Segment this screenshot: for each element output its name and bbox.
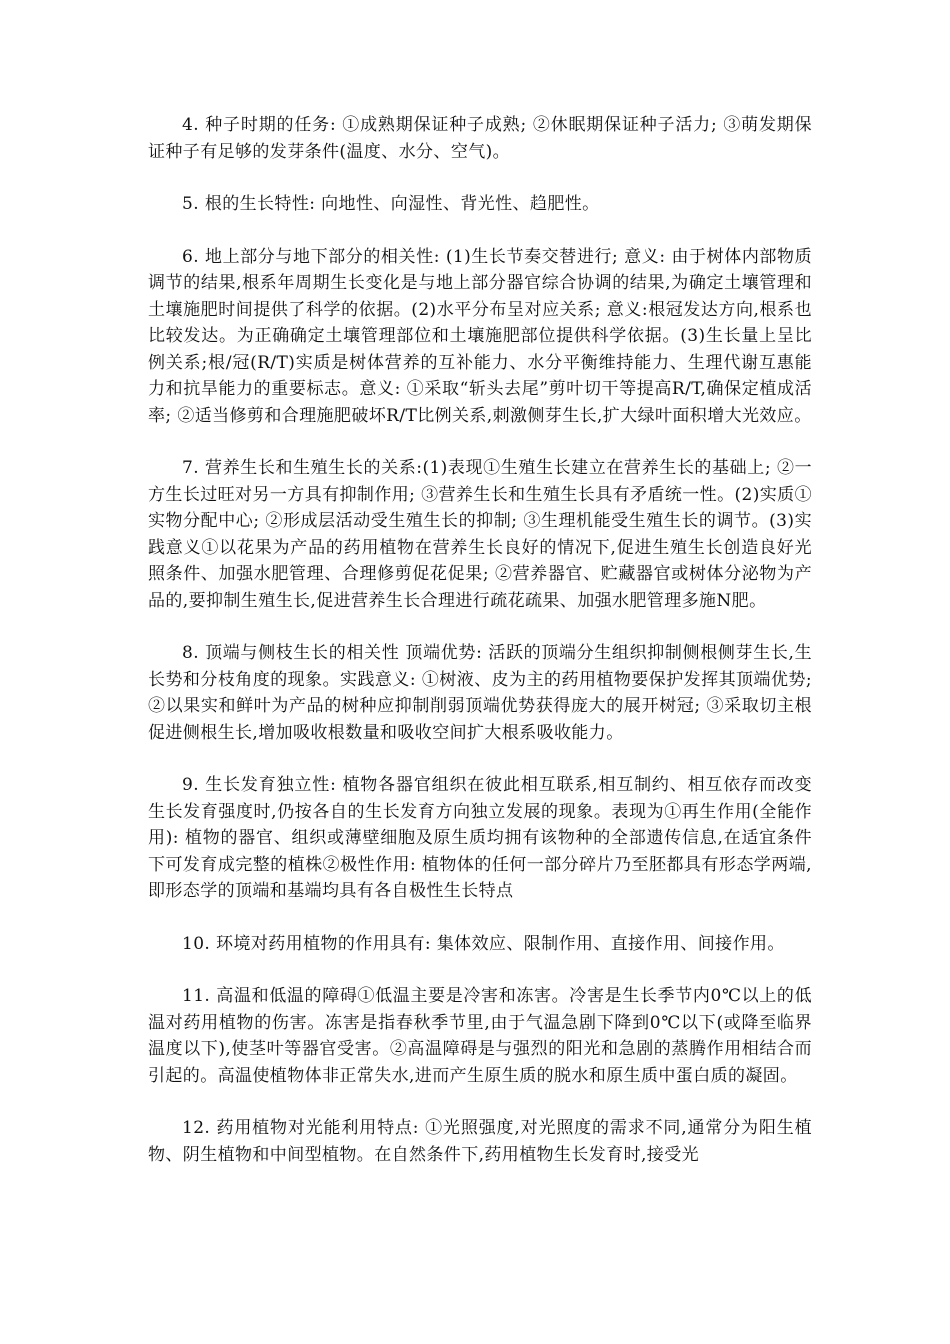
paragraph-8-apical-dominance: 8. 顶端与侧枝生长的相关性 顶端优势: 活跃的顶端分生组织抑制侧根侧芽生长,生长势和分枝角度的现象。实践意义: ①树液、皮为主的药用植物要保护发挥其顶端优势; ②以果实和鲜叶为产品的树种应抑制削弱顶端优势获得庞大的展开树冠; ③采取切主根促进侧根生长,增加吸收根数量和吸收空间扩大根系吸收能力。 xyxy=(148,643,812,743)
paragraph-12-light-utilization: 12. 药用植物对光能利用特点: ①光照强度,对光照度的需求不同,通常分为阳生植物、阴生植物和中间型植物。在自然条件下,药用植物生长发育时,接受光 xyxy=(148,1118,812,1165)
paragraph-7-vegetative-reproductive: 7. 营养生长和生殖生长的关系:(1)表现①生殖生长建立在营养生长的基础上; ②一方生长过旺对另一方具有抑制作用; ③营养生长和生殖生长具有矛盾统一性。(2)实质①实物分配中心; ②形成层活动受生殖生长的抑制; ③生理机能受生殖生长的调节。(3)实践意义①以花果为产品的药用植物在营养生长良好的情况下,促进生殖生长创造良好光照条件、加强水肥管理、合理修剪促花促果; ②营养器官、贮藏器官或树体分泌物为产品的,要抑制生殖生长,促进营养生长合理进行疏花疏果、加强水肥管理多施N肥。 xyxy=(148,458,812,611)
paragraph-10-environment-effects: 10. 环境对药用植物的作用具有: 集体效应、限制作用、直接作用、间接作用。 xyxy=(182,933,785,954)
paragraph-4-seed-stage: 4. 种子时期的任务: ①成熟期保证种子成熟; ②休眠期保证种子活力; ③萌发期保证种子有足够的发芽条件(温度、水分、空气)。 xyxy=(148,115,812,162)
paragraph-9-growth-independence: 9. 生长发育独立性: 植物各器官组织在彼此相互联系,相互制约、相互依存而改变生长发育强度时,仍按各自的生长发育方向独立发展的现象。表现为①再生作用(全能作用): 植物的器官、组织或薄壁细胞及原生质均拥有该物种的全部遗传信息,在适宜条件下可发育成完整的植株②极性作用: 植物体的任何一部分碎片乃至胚都具有形态学两端,即形态学的顶端和基端均具有各自极性生长特点 xyxy=(148,775,812,901)
paragraph-11-temperature-damage: 11. 高温和低温的障碍①低温主要是冷害和冻害。冷害是生长季节内0℃以上的低温对药用植物的伤害。冻害是指春秋季节里,由于气温急剧下降到0℃以下(或降至临界温度以下),使茎叶等器官受害。②高温障碍是与强烈的阳光和急剧的蒸腾作用相结合而引起的。高温使植物体非正常失水,进而产生原生质的脱水和原生质中蛋白质的凝固。 xyxy=(148,986,812,1086)
paragraph-5-root-growth: 5. 根的生长特性: 向地性、向湿性、背光性、趋肥性。 xyxy=(182,194,600,214)
document-page xyxy=(148,112,812,1194)
paragraph-6-shoot-root-correlation: 6. 地上部分与地下部分的相关性: (1)生长节奏交替进行; 意义: 由于树体内部物质调节的结果,根系年周期生长变化是与地上部分器官综合协调的结果,为确定土壤管理和土壤施肥时间提供了科学的依据。(2)水平分布呈对应关系; 意义:根冠发达方向,根系也比较发达。为正确确定土壤管理部位和土壤施肥部位提供科学依据。(3)生长量上呈比例关系;根/冠(R/T)实质是树体营养的互补能力、水分平衡维持能力、生理代谢互惠能力和抗旱能力的重要标志。意义: ①采取“斩头去尾”剪叶切干等提高R/T,确保定植成活率; ②适当修剪和合理施肥破坏R/T比例关系,刺激侧芽生长,扩大绿叶面积增大光效应。 xyxy=(148,246,812,426)
